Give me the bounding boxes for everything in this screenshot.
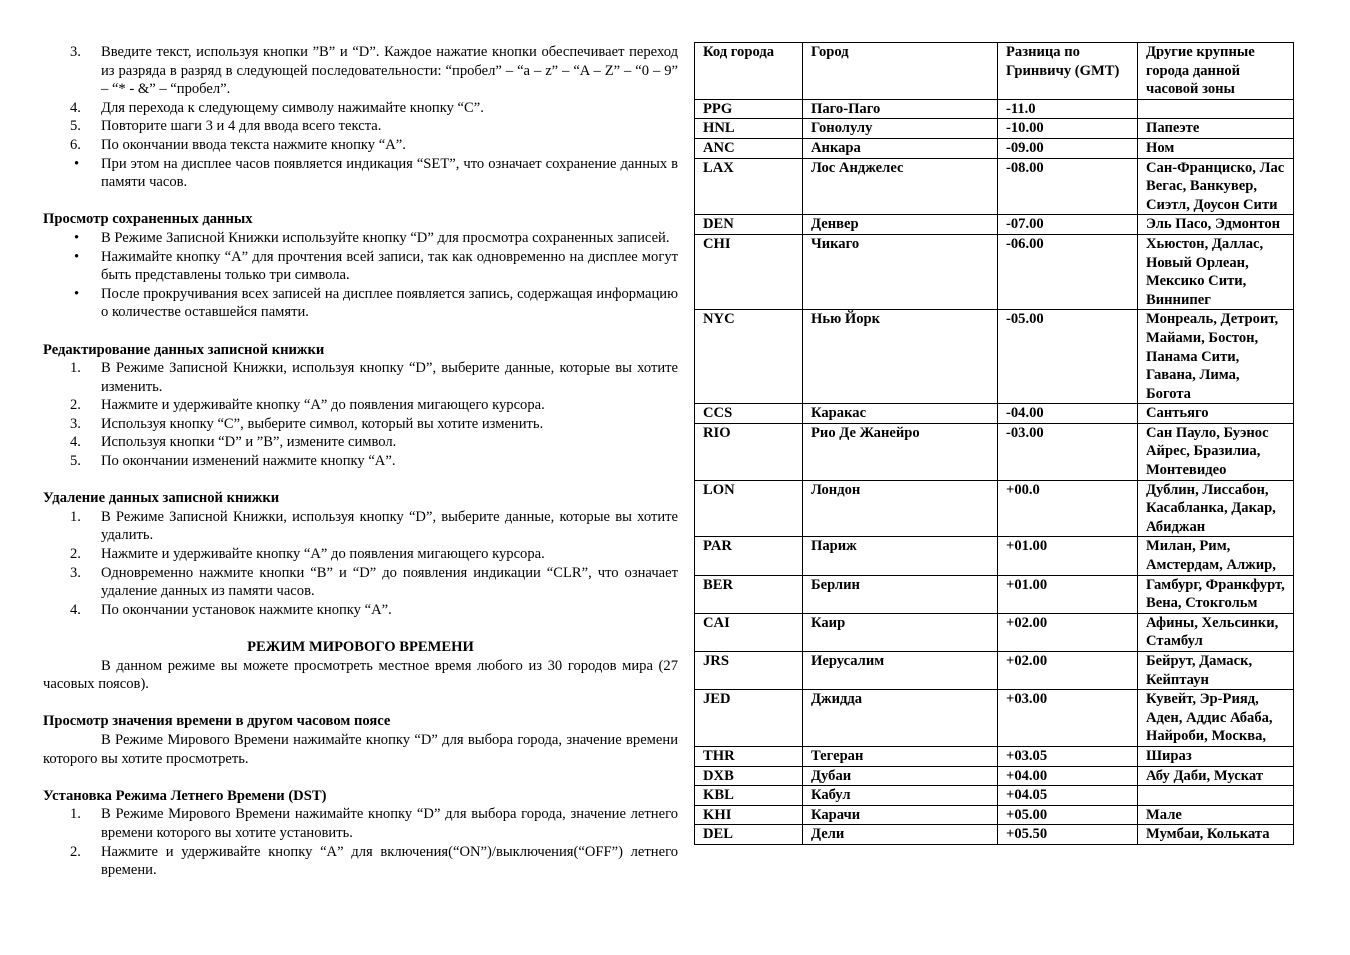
cell-other-cities: Эль Пасо, Эдмонтон <box>1138 215 1294 235</box>
list-marker: • <box>74 248 80 265</box>
cell-city: Чикаго <box>803 234 998 309</box>
header-gmt: Разница по Гринвичу (GMT) <box>998 43 1138 100</box>
cell-gmt: -06.00 <box>998 234 1138 309</box>
other-zone-heading: Просмотр значения времени в другом часовом поясе <box>43 713 391 730</box>
city-table-wrapper <box>694 42 1294 845</box>
header-city: Город <box>803 43 998 100</box>
left-column <box>43 43 678 880</box>
list-item <box>43 805 678 842</box>
table-row <box>695 158 1294 215</box>
cell-gmt: -05.00 <box>998 310 1138 404</box>
cell-code: CCS <box>695 404 803 424</box>
cell-city: Дубаи <box>803 766 998 786</box>
list-item-text: По окончании ввода текста нажмите кнопку “A”. <box>101 136 406 153</box>
cell-other-cities: Ном <box>1138 138 1294 158</box>
list-item-text: При этом на дисплее часов появляется индикация “SET”, что означает сохранение данных в памяти часов. <box>101 155 678 191</box>
world-time-title: РЕЖИМ МИРОВОГО ВРЕМЕНИ <box>247 639 474 655</box>
list-marker: 5. <box>70 118 81 135</box>
list-item-text: Повторите шаги 3 и 4 для ввода всего текста. <box>101 118 382 135</box>
cell-city: Иерусалим <box>803 652 998 690</box>
cell-other-cities: Сан Пауло, Буэнос Айрес, Бразилиа, Монтевидео <box>1138 423 1294 480</box>
cell-city: Лондон <box>803 480 998 537</box>
cell-city: Каракас <box>803 404 998 424</box>
list-marker: 1. <box>70 508 81 525</box>
cell-gmt: +03.05 <box>998 746 1138 766</box>
table-row <box>695 690 1294 747</box>
city-table <box>694 42 1294 845</box>
cell-code: CHI <box>695 234 803 309</box>
cell-gmt: -11.0 <box>998 99 1138 119</box>
list-marker: 5. <box>70 453 81 470</box>
header-other-cities: Другие крупные города данной часовой зоны <box>1138 43 1294 100</box>
list-item <box>43 229 678 248</box>
dst-list <box>43 805 678 879</box>
cell-gmt: +04.05 <box>998 786 1138 806</box>
cell-code: DXB <box>695 766 803 786</box>
list-item <box>43 155 678 192</box>
list-item <box>43 117 678 136</box>
list-marker: 4. <box>70 99 81 116</box>
list-item-text: Нажмите и удерживайте кнопку “A” до появления мигающего курсора. <box>101 546 545 563</box>
cell-other-cities: Монреаль, Детроит, Майами, Бостон, Панама Сити, Гавана, Лима, Богота <box>1138 310 1294 404</box>
cell-other-cities: Бейрут, Дамаск, Кейптаун <box>1138 652 1294 690</box>
view-heading: Просмотр сохраненных данных <box>43 211 253 228</box>
cell-gmt: +05.00 <box>998 805 1138 825</box>
cell-other-cities: Сан-Франциско, Лас Вегас, Ванкувер, Сиэтл, Доусон Сити <box>1138 158 1294 215</box>
list-item <box>43 433 678 452</box>
table-row <box>695 234 1294 309</box>
list-item-text: Нажмите и удерживайте кнопку “A” для включения(“ON”)/выключения(“OFF”) летнего времени. <box>101 843 678 879</box>
table-row <box>695 766 1294 786</box>
list-item <box>43 136 678 155</box>
cell-code: CAI <box>695 613 803 651</box>
list-item-text: По окончании установок нажмите кнопку “A”. <box>101 601 392 618</box>
list-item-text: Нажмите и удерживайте кнопку “A” до появления мигающего курсора. <box>101 397 545 414</box>
cell-city: Кабул <box>803 786 998 806</box>
table-row <box>695 404 1294 424</box>
list-item-text: Введите текст, используя кнопки ”B” и “D”. Каждое нажатие кнопки обеспечивает переход из разряда в разряд в следующей последовательности: “пробел” – “a – z” – “A – Z” – “0 – 9” – “* - &” – “пробел”. <box>101 44 678 98</box>
list-item <box>43 601 678 620</box>
cell-city: Тегеран <box>803 746 998 766</box>
cell-gmt: +03.00 <box>998 690 1138 747</box>
cell-city: Дели <box>803 825 998 845</box>
cell-other-cities: Афины, Хельсинки, Стамбул <box>1138 613 1294 651</box>
dst-heading: Установка Режима Летнего Времени (DST) <box>43 787 327 804</box>
list-marker: 3. <box>70 564 81 581</box>
cell-code: LON <box>695 480 803 537</box>
cell-gmt: -03.00 <box>998 423 1138 480</box>
list-item <box>43 843 678 880</box>
cell-code: THR <box>695 746 803 766</box>
list-item <box>43 285 678 322</box>
list-item <box>43 99 678 118</box>
list-item-text: В Режиме Записной Книжки, используя кнопку “D”, выберите данные, которые вы хотите удалить. <box>101 508 678 544</box>
list-item-text: По окончании изменений нажмите кнопку “A”. <box>101 453 396 470</box>
list-marker: • <box>74 229 80 246</box>
cell-code: PAR <box>695 537 803 575</box>
list-item-text: После прокручивания всех записей на дисплее появляется запись, содержащая информацию о количестве оставшейся памяти. <box>101 285 678 321</box>
cell-code: KHI <box>695 805 803 825</box>
cell-gmt: +01.00 <box>998 575 1138 613</box>
list-item-text: Нажимайте кнопку “A” для прочтения всей записи, так как одновременно на дисплее могут быть представлены только три символа. <box>101 248 678 284</box>
other-zone-text: В Режиме Мирового Времени нажимайте кнопку “D” для выбора города, значение времени которого вы хотите просмотреть. <box>43 731 678 767</box>
list-marker: 3. <box>70 44 81 60</box>
table-row <box>695 652 1294 690</box>
cell-city: Гонолулу <box>803 119 998 139</box>
table-body <box>695 99 1294 844</box>
table-row <box>695 825 1294 845</box>
cell-other-cities: Абу Даби, Мускат <box>1138 766 1294 786</box>
cell-code: BER <box>695 575 803 613</box>
list-item <box>43 415 678 434</box>
list-item <box>43 359 678 396</box>
list-marker: • <box>74 285 80 302</box>
table-row <box>695 575 1294 613</box>
list-item <box>43 248 678 285</box>
list-marker: 2. <box>70 397 81 414</box>
cell-city: Паго-Паго <box>803 99 998 119</box>
table-row <box>695 310 1294 404</box>
list-marker: 6. <box>70 136 81 153</box>
cell-code: ANC <box>695 138 803 158</box>
list-marker: 4. <box>70 601 81 618</box>
cell-code: DEL <box>695 825 803 845</box>
cell-city: Каир <box>803 613 998 651</box>
cell-other-cities: Шираз <box>1138 746 1294 766</box>
cell-code: HNL <box>695 119 803 139</box>
cell-gmt: -09.00 <box>998 138 1138 158</box>
cell-city: Нью Йорк <box>803 310 998 404</box>
cell-city: Денвер <box>803 215 998 235</box>
table-header-row <box>695 43 1294 100</box>
cell-city: Лос Анджелес <box>803 158 998 215</box>
cell-gmt: -04.00 <box>998 404 1138 424</box>
entry-steps-list <box>43 43 678 192</box>
cell-city: Анкара <box>803 138 998 158</box>
cell-gmt: -10.00 <box>998 119 1138 139</box>
list-item-text: В Режиме Записной Книжки используйте кнопку “D” для просмотра сохраненных записей. <box>101 229 670 246</box>
table-row <box>695 805 1294 825</box>
cell-other-cities: Дублин, Лиссабон, Касабланка, Дакар, Абиджан <box>1138 480 1294 537</box>
world-time-intro: В данном режиме вы можете просмотреть местное время любого из 30 городов мира (27 часовых поясов). <box>43 657 678 693</box>
list-item <box>43 545 678 564</box>
cell-gmt: +02.00 <box>998 613 1138 651</box>
cell-other-cities: Милан, Рим, Амстердам, Алжир, <box>1138 537 1294 575</box>
list-item <box>43 43 678 99</box>
cell-gmt: +00.0 <box>998 480 1138 537</box>
list-marker: 2. <box>70 843 81 860</box>
list-item <box>43 508 678 545</box>
list-marker: 1. <box>70 360 81 377</box>
table-row <box>695 423 1294 480</box>
list-item-text: В Режиме Записной Книжки, используя кнопку “D”, выберите данные, которые вы хотите изменить. <box>101 360 678 395</box>
list-item <box>43 396 678 415</box>
cell-city: Париж <box>803 537 998 575</box>
table-row <box>695 786 1294 806</box>
table-row <box>695 480 1294 537</box>
list-item-text: Для перехода к следующему символу нажимайте кнопку “C”. <box>101 99 484 116</box>
list-item-text: Одновременно нажмите кнопки “B” и “D” до появления индикации “CLR”, что означает удаление данных из памяти часов. <box>101 564 678 600</box>
cell-code: NYC <box>695 310 803 404</box>
cell-code: PPG <box>695 99 803 119</box>
cell-gmt: -08.00 <box>998 158 1138 215</box>
cell-other-cities <box>1138 786 1294 806</box>
cell-gmt: +01.00 <box>998 537 1138 575</box>
edit-list <box>43 359 678 471</box>
list-marker: 3. <box>70 415 81 432</box>
cell-code: RIO <box>695 423 803 480</box>
cell-code: KBL <box>695 786 803 806</box>
table-row <box>695 613 1294 651</box>
list-item <box>43 452 678 471</box>
cell-city: Рио Де Жанейро <box>803 423 998 480</box>
table-row <box>695 746 1294 766</box>
cell-other-cities: Кувейт, Эр-Рияд, Аден, Аддис Абаба, Найроби, Москва, <box>1138 690 1294 747</box>
list-marker: 2. <box>70 546 81 563</box>
list-item-text: Используя кнопки “D” и ”B”, измените символ. <box>101 434 397 451</box>
table-row <box>695 138 1294 158</box>
cell-other-cities: Хьюстон, Даллас, Новый Орлеан, Мексико Сити, Виннипег <box>1138 234 1294 309</box>
list-marker: 1. <box>70 806 81 823</box>
cell-code: DEN <box>695 215 803 235</box>
cell-other-cities: Мале <box>1138 805 1294 825</box>
table-row <box>695 119 1294 139</box>
cell-other-cities: Мумбаи, Кольката <box>1138 825 1294 845</box>
cell-other-cities <box>1138 99 1294 119</box>
cell-other-cities: Папеэте <box>1138 119 1294 139</box>
delete-list <box>43 508 678 620</box>
cell-code: JED <box>695 690 803 747</box>
cell-other-cities: Сантьяго <box>1138 404 1294 424</box>
cell-gmt: +02.00 <box>998 652 1138 690</box>
cell-city: Берлин <box>803 575 998 613</box>
table-row <box>695 99 1294 119</box>
list-marker: 4. <box>70 434 81 451</box>
cell-city: Джидда <box>803 690 998 747</box>
cell-gmt: +04.00 <box>998 766 1138 786</box>
cell-city: Карачи <box>803 805 998 825</box>
list-item-text: В Режиме Мирового Времени нажимайте кнопку “D” для выбора города, значение летнего времени которого вы хотите установить. <box>101 806 678 841</box>
header-code: Код города <box>695 43 803 100</box>
list-marker: • <box>74 155 80 172</box>
list-item <box>43 564 678 601</box>
table-row <box>695 215 1294 235</box>
cell-other-cities: Гамбург, Франкфурт, Вена, Стокгольм <box>1138 575 1294 613</box>
cell-gmt: -07.00 <box>998 215 1138 235</box>
cell-code: JRS <box>695 652 803 690</box>
cell-code: LAX <box>695 158 803 215</box>
table-row <box>695 537 1294 575</box>
delete-heading: Удаление данных записной книжки <box>43 490 280 507</box>
list-item-text: Используя кнопку “C”, выберите символ, который вы хотите изменить. <box>101 415 544 432</box>
view-list <box>43 229 678 322</box>
cell-gmt: +05.50 <box>998 825 1138 845</box>
edit-heading: Редактирование данных записной книжки <box>43 341 325 358</box>
